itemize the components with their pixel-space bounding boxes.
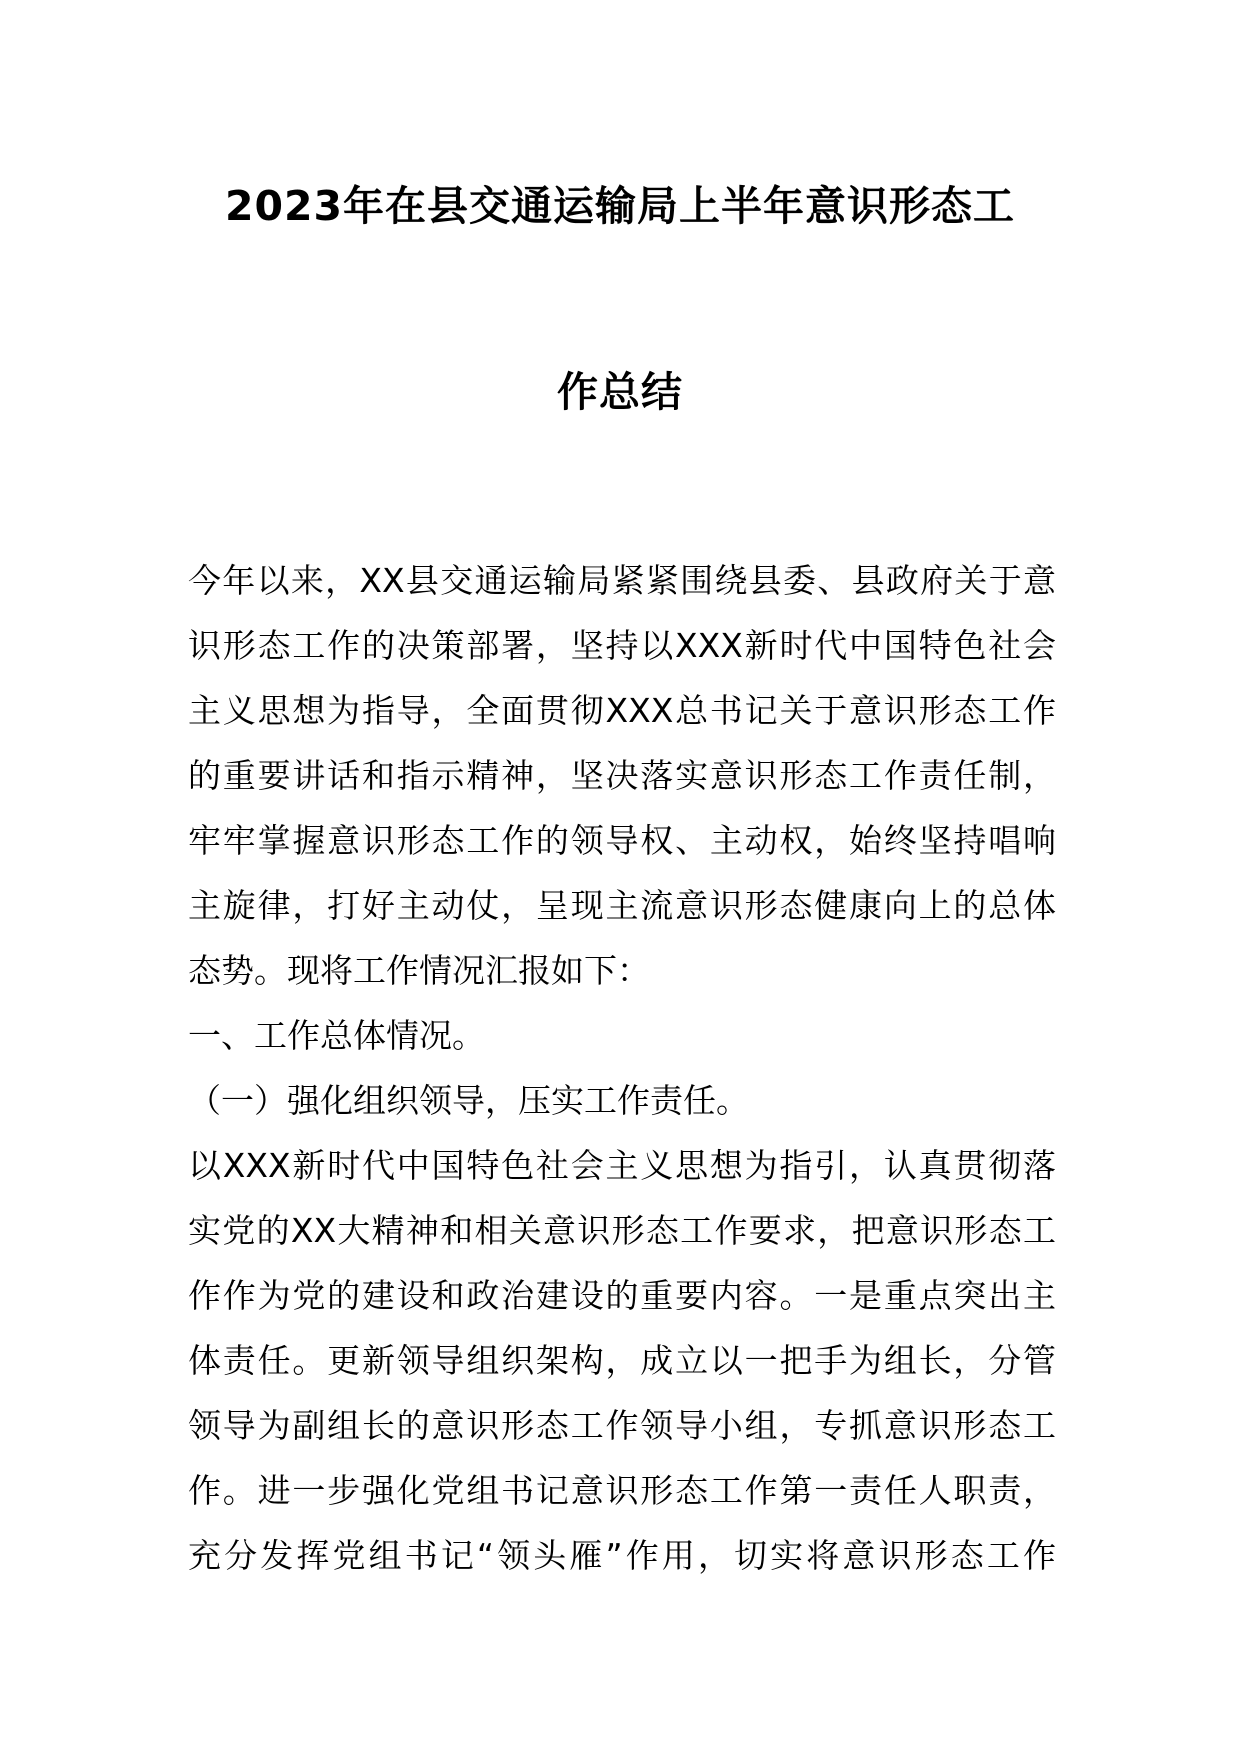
body-line: 今年以来，XX县交通运输局紧紧围绕县委、县政府关于意 bbox=[188, 561, 1056, 600]
body-line: 主旋律，打好主动仗，呈现主流意识形态健康向上的总体 bbox=[188, 886, 1056, 925]
body-line: 识形态工作的决策部署，坚持以XXX新时代中国特色社会 bbox=[188, 626, 1056, 665]
document-title-line-2: 作总结 bbox=[557, 368, 683, 416]
document-body bbox=[188, 548, 1056, 1588]
body-line: 态势。现将工作情况汇报如下： bbox=[188, 951, 650, 990]
body-line: 牢牢掌握意识形态工作的领导权、主动权，始终坚持唱响 bbox=[188, 821, 1056, 860]
body-line: 以XXX新时代中国特色社会主义思想为指引，认真贯彻落 bbox=[188, 1146, 1056, 1185]
body-line: 作。进一步强化党组书记意识形态工作第一责任人职责， bbox=[188, 1471, 1056, 1510]
document-title-line-1: 2023年在县交通运输局上半年意识形态工 bbox=[224, 182, 1016, 230]
body-line: 的重要讲话和指示精神，坚决落实意识形态工作责任制， bbox=[188, 756, 1056, 795]
body-line: 领导为副组长的意识形态工作领导小组，专抓意识形态工 bbox=[188, 1406, 1056, 1445]
body-line: 体责任。更新领导组织架构，成立以一把手为组长，分管 bbox=[188, 1341, 1056, 1380]
body-line: 主义思想为指导，全面贯彻XXX总书记关于意识形态工作 bbox=[188, 691, 1056, 730]
subsection-heading: （一）强化组织领导，压实工作责任。 bbox=[188, 1081, 749, 1120]
body-line: 作作为党的建设和政治建设的重要内容。一是重点突出主 bbox=[188, 1276, 1056, 1315]
body-line: 实党的XX大精神和相关意识形态工作要求，把意识形态工 bbox=[188, 1211, 1056, 1250]
section-heading: 一、工作总体情况。 bbox=[188, 1016, 485, 1055]
body-line: 充分发挥党组书记“领头雁”作用，切实将意识形态工作 bbox=[188, 1536, 1056, 1575]
